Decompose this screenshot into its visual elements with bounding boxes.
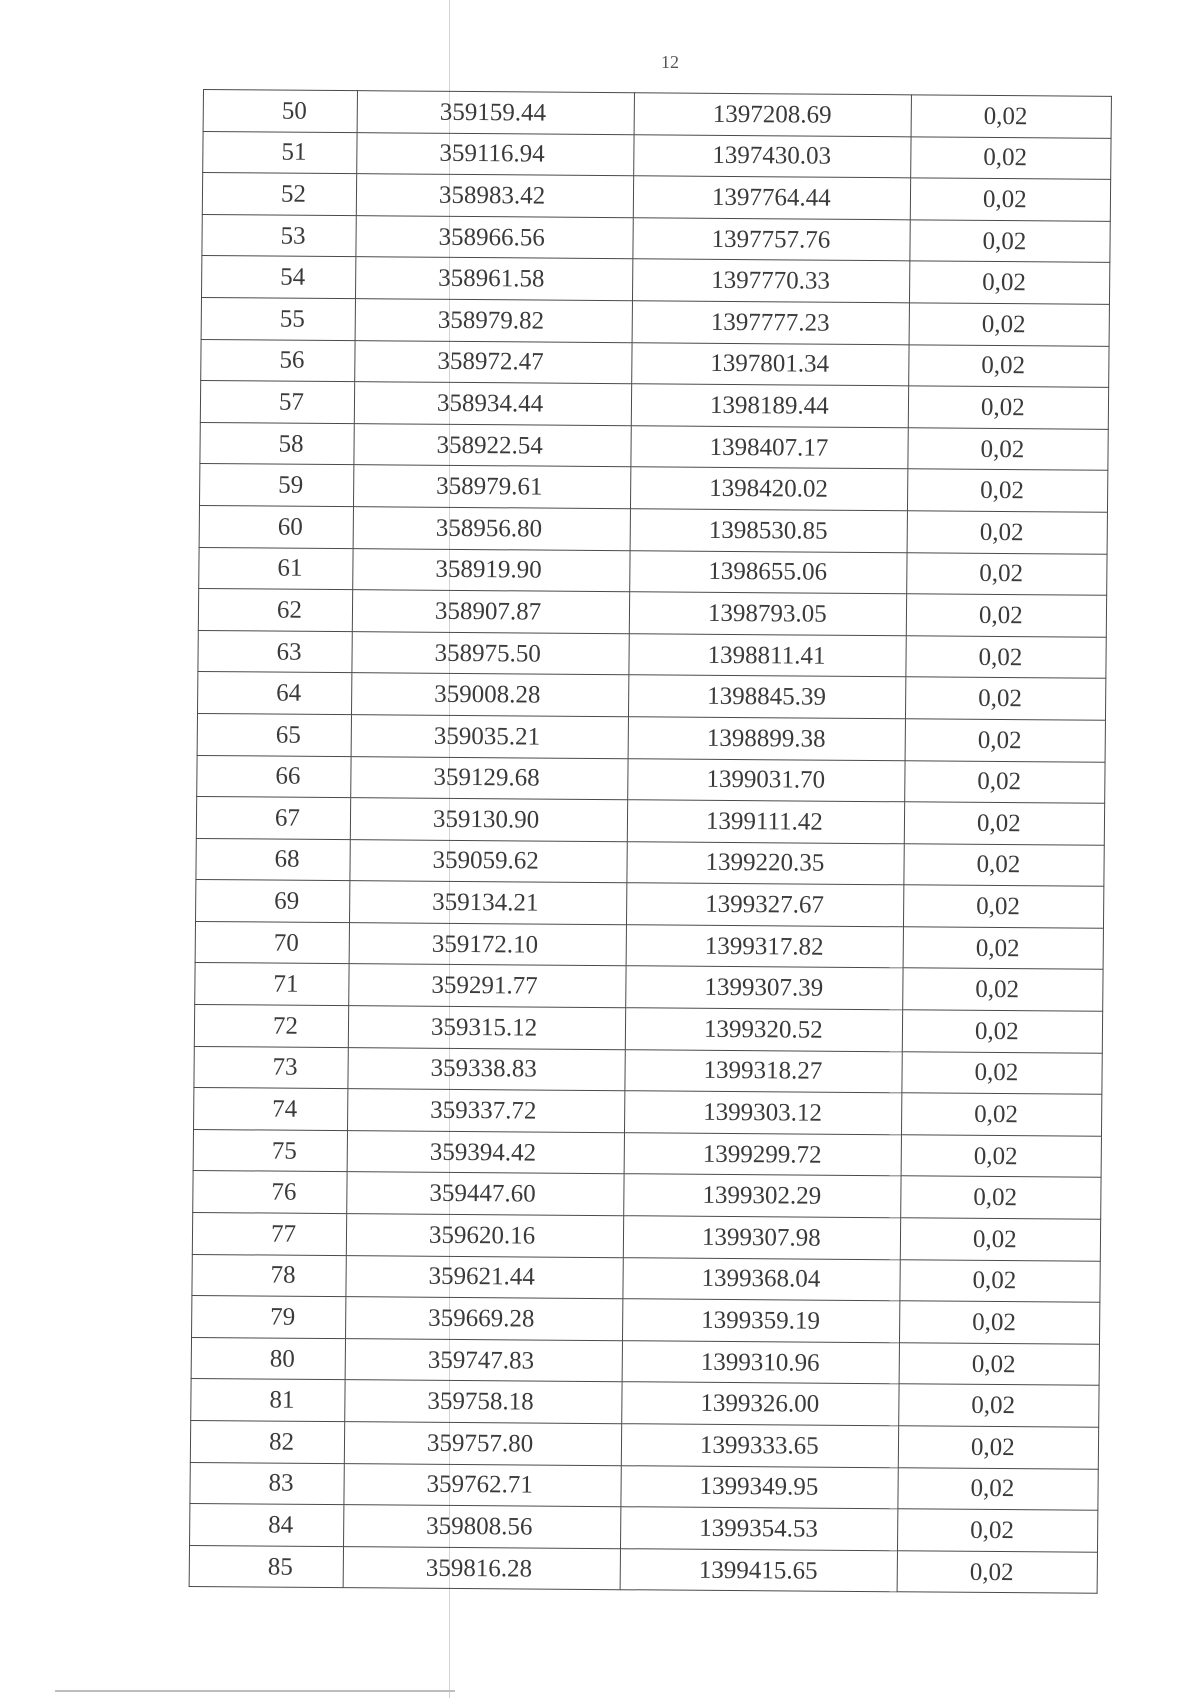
point-number-cell: 72: [194, 1005, 348, 1048]
table-row: [201, 256, 1109, 304]
error-cell: 0,02: [899, 1301, 1099, 1344]
coordinates-table: [189, 89, 1112, 1594]
point-number-cell: 67: [196, 797, 350, 840]
y-coordinate-cell: 1399359.19: [622, 1299, 899, 1343]
bottom-rule: [55, 1690, 455, 1692]
x-coordinate-cell: 358983.42: [356, 174, 633, 218]
table-row: [197, 713, 1105, 761]
y-coordinate-cell: 1397801.34: [632, 342, 909, 386]
point-number-cell: 85: [189, 1545, 343, 1588]
error-cell: 0,02: [907, 552, 1107, 595]
table-row: [191, 1379, 1099, 1427]
error-cell: 0,02: [909, 344, 1109, 387]
point-number-cell: 56: [201, 339, 355, 382]
x-coordinate-cell: 359172.10: [349, 923, 626, 967]
x-coordinate-cell: 359808.56: [344, 1505, 621, 1549]
x-coordinate-cell: 359035.21: [351, 715, 628, 759]
error-cell: 0,02: [899, 1343, 1099, 1386]
error-cell: 0,02: [910, 178, 1110, 221]
x-coordinate-cell: 359134.21: [350, 881, 627, 925]
y-coordinate-cell: 1399299.72: [624, 1133, 901, 1177]
error-cell: 0,02: [903, 968, 1103, 1011]
error-cell: 0,02: [906, 636, 1106, 679]
table-row: [195, 963, 1103, 1011]
table-row: [194, 1088, 1102, 1136]
y-coordinate-cell: 1397764.44: [633, 176, 910, 220]
y-coordinate-cell: 1399310.96: [622, 1341, 899, 1385]
table-row: [192, 1254, 1100, 1302]
table-row: [198, 589, 1106, 637]
point-number-cell: 63: [198, 630, 352, 673]
error-cell: 0,02: [900, 1218, 1100, 1261]
table-row: [201, 297, 1109, 345]
error-cell: 0,02: [901, 1176, 1101, 1219]
y-coordinate-cell: 1399303.12: [624, 1091, 901, 1135]
error-cell: 0,02: [905, 760, 1105, 803]
x-coordinate-cell: 359315.12: [348, 1006, 625, 1050]
table-row: [196, 838, 1104, 886]
point-number-cell: 59: [200, 464, 354, 507]
x-coordinate-cell: 359116.94: [357, 132, 634, 176]
table-row: [189, 1545, 1097, 1593]
y-coordinate-cell: 1398845.39: [628, 675, 905, 719]
y-coordinate-cell: 1398811.41: [629, 633, 906, 677]
x-coordinate-cell: 359291.77: [349, 964, 626, 1008]
table-row: [200, 381, 1108, 429]
x-coordinate-cell: 359338.83: [348, 1047, 625, 1091]
x-coordinate-cell: 358907.87: [352, 590, 629, 634]
point-number-cell: 55: [201, 297, 355, 340]
point-number-cell: 75: [193, 1129, 347, 1172]
x-coordinate-cell: 359758.18: [345, 1380, 622, 1424]
coordinates-table-body: [189, 90, 1111, 1594]
table-row: [203, 90, 1111, 138]
point-number-cell: 60: [199, 505, 353, 548]
table-row: [193, 1129, 1101, 1177]
y-coordinate-cell: 1398899.38: [628, 717, 905, 761]
table-row: [192, 1213, 1100, 1261]
error-cell: 0,02: [902, 1051, 1102, 1094]
table-row: [198, 630, 1106, 678]
table-row: [199, 505, 1107, 553]
table-row: [191, 1337, 1099, 1385]
page-number: 12: [661, 52, 679, 72]
table-row: [196, 797, 1104, 845]
point-number-cell: 70: [195, 921, 349, 964]
x-coordinate-cell: 359159.44: [357, 91, 634, 135]
table-row: [203, 131, 1111, 179]
table-row: [192, 1296, 1100, 1344]
point-number-cell: 71: [195, 963, 349, 1006]
x-coordinate-cell: 359394.42: [347, 1130, 624, 1174]
point-number-cell: 80: [191, 1337, 345, 1380]
y-coordinate-cell: 1397208.69: [634, 93, 911, 137]
y-coordinate-cell: 1399327.67: [626, 883, 903, 927]
y-coordinate-cell: 1399220.35: [627, 841, 904, 885]
y-coordinate-cell: 1399111.42: [627, 800, 904, 844]
table-row: [190, 1420, 1098, 1468]
point-number-cell: 50: [203, 90, 357, 133]
y-coordinate-cell: 1399368.04: [623, 1257, 900, 1301]
y-coordinate-cell: 1399302.29: [624, 1174, 901, 1218]
point-number-cell: 64: [198, 672, 352, 715]
error-cell: 0,02: [897, 1509, 1097, 1552]
point-number-cell: 74: [194, 1088, 348, 1131]
y-coordinate-cell: 1399317.82: [626, 925, 903, 969]
point-number-cell: 81: [191, 1379, 345, 1422]
table-row: [194, 1046, 1102, 1094]
y-coordinate-cell: 1397430.03: [634, 134, 911, 178]
table-row: [190, 1462, 1098, 1510]
x-coordinate-cell: 359757.80: [344, 1422, 621, 1466]
x-coordinate-cell: 359621.44: [346, 1255, 623, 1299]
y-coordinate-cell: 1397757.76: [633, 218, 910, 262]
point-number-cell: 69: [196, 880, 350, 923]
table-row: [190, 1504, 1098, 1552]
x-coordinate-cell: 359059.62: [350, 839, 627, 883]
error-cell: 0,02: [902, 1010, 1102, 1053]
x-coordinate-cell: 358919.90: [353, 548, 630, 592]
point-number-cell: 65: [197, 713, 351, 756]
x-coordinate-cell: 358961.58: [355, 257, 632, 301]
error-cell: 0,02: [904, 802, 1104, 845]
error-cell: 0,02: [909, 261, 1109, 304]
table-row: [201, 339, 1109, 387]
table-row: [200, 464, 1108, 512]
x-coordinate-cell: 358972.47: [355, 340, 632, 384]
error-cell: 0,02: [900, 1259, 1100, 1302]
point-number-cell: 68: [196, 838, 350, 881]
x-coordinate-cell: 358922.54: [354, 423, 631, 467]
y-coordinate-cell: 1399326.00: [622, 1382, 899, 1426]
x-coordinate-cell: 358966.56: [356, 215, 633, 259]
x-coordinate-cell: 358979.61: [353, 465, 630, 509]
point-number-cell: 78: [192, 1254, 346, 1297]
error-cell: 0,02: [898, 1426, 1098, 1469]
point-number-cell: 54: [201, 256, 355, 299]
table-row: [200, 422, 1108, 470]
point-number-cell: 82: [190, 1420, 344, 1463]
error-cell: 0,02: [899, 1384, 1099, 1427]
x-coordinate-cell: 359762.71: [344, 1463, 621, 1507]
table-row: [196, 880, 1104, 928]
y-coordinate-cell: 1398189.44: [631, 384, 908, 428]
y-coordinate-cell: 1399320.52: [625, 1008, 902, 1052]
y-coordinate-cell: 1398530.85: [630, 509, 907, 553]
point-number-cell: 57: [200, 381, 354, 424]
x-coordinate-cell: 359337.72: [348, 1089, 625, 1133]
point-number-cell: 58: [200, 422, 354, 465]
point-number-cell: 53: [202, 214, 356, 257]
error-cell: 0,02: [909, 303, 1109, 346]
table-row: [197, 755, 1105, 803]
x-coordinate-cell: 359008.28: [351, 673, 628, 717]
x-coordinate-cell: 359129.68: [351, 756, 628, 800]
error-cell: 0,02: [908, 428, 1108, 471]
x-coordinate-cell: 358975.50: [352, 631, 629, 675]
table-row: [194, 1005, 1102, 1053]
x-coordinate-cell: 359620.16: [346, 1214, 623, 1258]
error-cell: 0,02: [907, 469, 1107, 512]
error-cell: 0,02: [901, 1093, 1101, 1136]
y-coordinate-cell: 1399307.98: [623, 1216, 900, 1260]
x-coordinate-cell: 358934.44: [354, 382, 631, 426]
error-cell: 0,02: [898, 1467, 1098, 1510]
x-coordinate-cell: 359447.60: [347, 1172, 624, 1216]
error-cell: 0,02: [897, 1551, 1097, 1594]
point-number-cell: 52: [202, 173, 356, 216]
y-coordinate-cell: 1399415.65: [620, 1548, 897, 1592]
error-cell: 0,02: [907, 511, 1107, 554]
point-number-cell: 66: [197, 755, 351, 798]
table-row: [198, 672, 1106, 720]
error-cell: 0,02: [911, 95, 1111, 138]
y-coordinate-cell: 1399333.65: [621, 1424, 898, 1468]
x-coordinate-cell: 358956.80: [353, 507, 630, 551]
error-cell: 0,02: [908, 386, 1108, 429]
y-coordinate-cell: 1397770.33: [632, 259, 909, 303]
point-number-cell: 76: [193, 1171, 347, 1214]
y-coordinate-cell: 1399354.53: [621, 1507, 898, 1551]
error-cell: 0,02: [905, 719, 1105, 762]
point-number-cell: 84: [190, 1504, 344, 1547]
point-number-cell: 77: [192, 1213, 346, 1256]
table-row: [202, 173, 1110, 221]
y-coordinate-cell: 1398793.05: [629, 592, 906, 636]
error-cell: 0,02: [905, 677, 1105, 720]
table-row: [202, 214, 1110, 262]
y-coordinate-cell: 1399307.39: [626, 966, 903, 1010]
x-coordinate-cell: 359130.90: [350, 798, 627, 842]
error-cell: 0,02: [911, 136, 1111, 179]
point-number-cell: 62: [198, 589, 352, 632]
table-row: [199, 547, 1107, 595]
y-coordinate-cell: 1399349.95: [621, 1465, 898, 1509]
x-coordinate-cell: 359816.28: [343, 1546, 620, 1590]
y-coordinate-cell: 1397777.23: [632, 301, 909, 345]
table-row: [193, 1171, 1101, 1219]
error-cell: 0,02: [903, 885, 1103, 928]
point-number-cell: 51: [203, 131, 357, 174]
error-cell: 0,02: [901, 1135, 1101, 1178]
y-coordinate-cell: 1398407.17: [631, 425, 908, 469]
y-coordinate-cell: 1398655.06: [630, 550, 907, 594]
error-cell: 0,02: [904, 843, 1104, 886]
point-number-cell: 83: [190, 1462, 344, 1505]
y-coordinate-cell: 1399031.70: [628, 758, 905, 802]
error-cell: 0,02: [906, 594, 1106, 637]
x-coordinate-cell: 358979.82: [355, 299, 632, 343]
x-coordinate-cell: 359669.28: [346, 1297, 623, 1341]
point-number-cell: 73: [194, 1046, 348, 1089]
y-coordinate-cell: 1398420.02: [630, 467, 907, 511]
error-cell: 0,02: [903, 927, 1103, 970]
x-coordinate-cell: 359747.83: [345, 1338, 622, 1382]
y-coordinate-cell: 1399318.27: [625, 1049, 902, 1093]
error-cell: 0,02: [910, 220, 1110, 263]
table-row: [195, 921, 1103, 969]
point-number-cell: 61: [199, 547, 353, 590]
point-number-cell: 79: [192, 1296, 346, 1339]
